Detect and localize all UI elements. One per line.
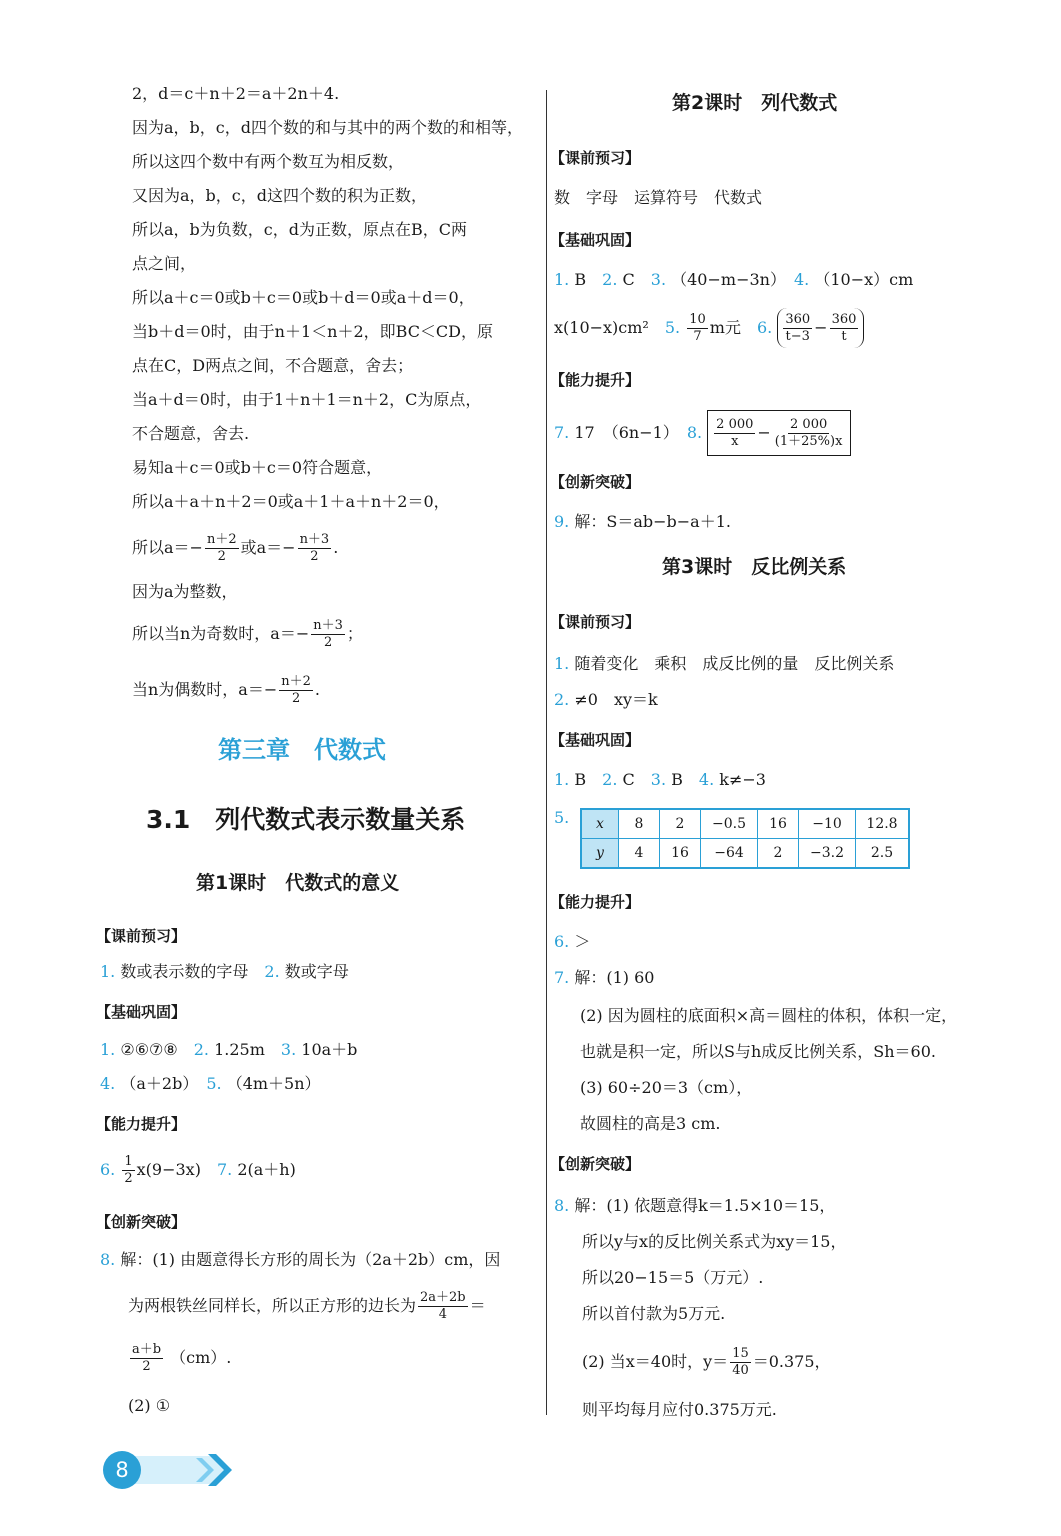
answer-line: 1. B 2. C 3. B 4. k≠−3 [554, 770, 766, 789]
heading-basic: 【基础巩固】 [550, 731, 641, 749]
formula-line: 所以当n为奇数时，a＝− $\frac{n+3}{2}$ ； [132, 618, 363, 650]
answer-line: 故圆柱的高是3 cm. [580, 1114, 721, 1133]
text-line: 又因为a，b，c，d这四个数的积为正数， [132, 186, 427, 205]
answer-line: 数 字母 运算符号 代数式 [554, 188, 763, 207]
table-cell: 2 [660, 809, 701, 839]
answer-line: 1. ②⑥⑦⑧ 2. 1.25m 3. 10a＋b [100, 1040, 358, 1059]
table-row [581, 809, 909, 839]
xy-table [580, 808, 910, 869]
text-line: 点之间， [132, 254, 197, 273]
table-cell: x [581, 809, 619, 839]
heading-innovation: 【创新突破】 [550, 1155, 641, 1173]
table-cell: 2.5 [856, 839, 910, 869]
answer-line: x(10−x)cm² 5. $\frac{10}{7}$ m元 6. $\frac{360}{t-3}$ − $\frac{360}{t}$ [554, 308, 864, 348]
heading-ability: 【能力提升】 [96, 1115, 187, 1133]
text-line: 所以a＋c＝0或b＋c＝0或b＋d＝0或a＋d＝0， [132, 288, 475, 307]
table-cell: −64 [701, 839, 758, 869]
column-divider [546, 90, 547, 1415]
heading-ability: 【能力提升】 [550, 893, 641, 911]
table-cell: 8 [619, 809, 660, 839]
answer-line: 7. 解：(1) 60 [554, 968, 655, 987]
answer-line: 9. 解：S＝ab−b−a＋1. [554, 512, 731, 531]
answer-line: 4. （a＋2b） 5. （4m＋5n） [100, 1074, 321, 1093]
question-number: 5. [554, 808, 570, 827]
table-cell: 4 [619, 839, 660, 869]
text-line: 所以a＋a＋n＋2＝0或a＋1＋a＋n＋2＝0， [132, 492, 450, 511]
answer-line: 1. 随着变化 乘积 成反比例的量 反比例关系 [554, 654, 895, 673]
answer-line: 6. ＞ [554, 932, 591, 951]
table-cell: −10 [799, 809, 856, 839]
page-number: 8 [115, 1458, 129, 1482]
answer-line: (2) 当x＝40时，y＝ $\frac{15}{40}$ ＝0.375， [582, 1346, 831, 1378]
answer-line: 为两根铁丝同样长，所以正方形的边长为 $\frac{2a+2b}{4}$ ＝ [128, 1290, 486, 1322]
text-line: 因为a，b，c，d四个数的和与其中的两个数的和相等， [132, 118, 523, 137]
answer-line: (2) ① [128, 1396, 171, 1415]
page-number-badge [100, 1450, 240, 1490]
heading-preview: 【课前预习】 [96, 927, 187, 945]
text-line: 当b＋d＝0时，由于n＋1＜n＋2，即BC＜CD，原 [132, 322, 494, 341]
answer-line: 8. 解：(1) 依题意得k＝1.5×10＝15， [554, 1196, 836, 1215]
heading-ability: 【能力提升】 [550, 371, 641, 389]
answer-line: 则平均每月应付0.375万元. [582, 1400, 777, 1419]
text-line: 所以这四个数中有两个数互为相反数， [132, 152, 405, 171]
heading-basic: 【基础巩固】 [550, 231, 641, 249]
table-cell: 16 [660, 839, 701, 869]
table-cell: −0.5 [701, 809, 758, 839]
table-row [581, 839, 909, 869]
lesson-title: 第3课时 反比例关系 [662, 556, 847, 578]
answer-line: 1. B 2. C 3. （40−m−3n） 4. （10−x）cm [554, 270, 914, 289]
text-line: 因为a为整数， [132, 582, 238, 601]
table-cell: 2 [758, 839, 799, 869]
lesson-title: 第2课时 列代数式 [672, 92, 838, 114]
text-line: 当a＋d＝0时，由于1＋n＋1＝n＋2，C为原点， [132, 390, 482, 409]
table-cell: 16 [758, 809, 799, 839]
text-line: 点在C，D两点之间，不合题意，舍去； [132, 356, 414, 375]
text-line: 不合题意，舍去. [132, 424, 250, 443]
answer-line: (3) 60÷20＝3（cm）， [580, 1078, 753, 1097]
heading-preview: 【课前预习】 [550, 613, 641, 631]
answer-line: 6. $\frac{1}{2}$ x(9−3x) 7. 2(a＋h) [100, 1154, 296, 1186]
lesson-title: 第1课时 代数式的意义 [196, 872, 400, 894]
heading-innovation: 【创新突破】 [550, 473, 641, 491]
answer-line: 7. 17 （6n−1） 8. $\frac{2 000}{x}$ − $\frac{2 000}{(1+25\%)x}$ [554, 410, 851, 456]
answer-line: (2) 因为圆柱的底面积×高＝圆柱的体积，体积一定， [580, 1006, 958, 1025]
heading-basic: 【基础巩固】 [96, 1003, 187, 1021]
formula-line: 当n为偶数时，a＝− $\frac{n+2}{2}$ . [132, 674, 321, 706]
answer-line: 所以20−15＝5（万元）. [582, 1268, 764, 1287]
table-cell: −3.2 [799, 839, 856, 869]
text-line: 所以a，b为负数，c，d为正数，原点在B，C两 [132, 220, 467, 239]
heading-innovation: 【创新突破】 [96, 1213, 187, 1231]
text-line: 2，d＝c＋n＋2＝a＋2n＋4. [132, 84, 340, 103]
answer-line: 所以y与x的反比例关系式为xy＝15， [582, 1232, 847, 1251]
formula-line: 所以a＝− $\frac{n+2}{2}$ 或a＝− $\frac{n+3}{2}$ . [132, 532, 339, 564]
answer-line: 2. ≠0 xy＝k [554, 690, 658, 709]
chapter-title: 第三章 代数式 [218, 736, 386, 764]
table-cell: y [581, 839, 619, 869]
answer-line: 所以首付款为5万元. [582, 1304, 726, 1323]
answer-line: $\frac{a+b}{2}$ （cm）. [132, 1342, 232, 1374]
section-title: 3.1 列代数式表示数量关系 [146, 805, 466, 834]
heading-preview: 【课前预习】 [550, 149, 641, 167]
table-cell: 12.8 [856, 809, 910, 839]
text-line: 易知a＋c＝0或b＋c＝0符合题意， [132, 458, 383, 477]
answer-line: 1. 数或表示数的字母 2. 数或字母 [100, 962, 349, 981]
answer-line: 也就是积一定，所以S与h成反比例关系，Sh＝60. [580, 1042, 936, 1061]
answer-line: 8. 解：(1) 由题意得长方形的周长为（2a＋2b）cm，因 [100, 1250, 501, 1269]
